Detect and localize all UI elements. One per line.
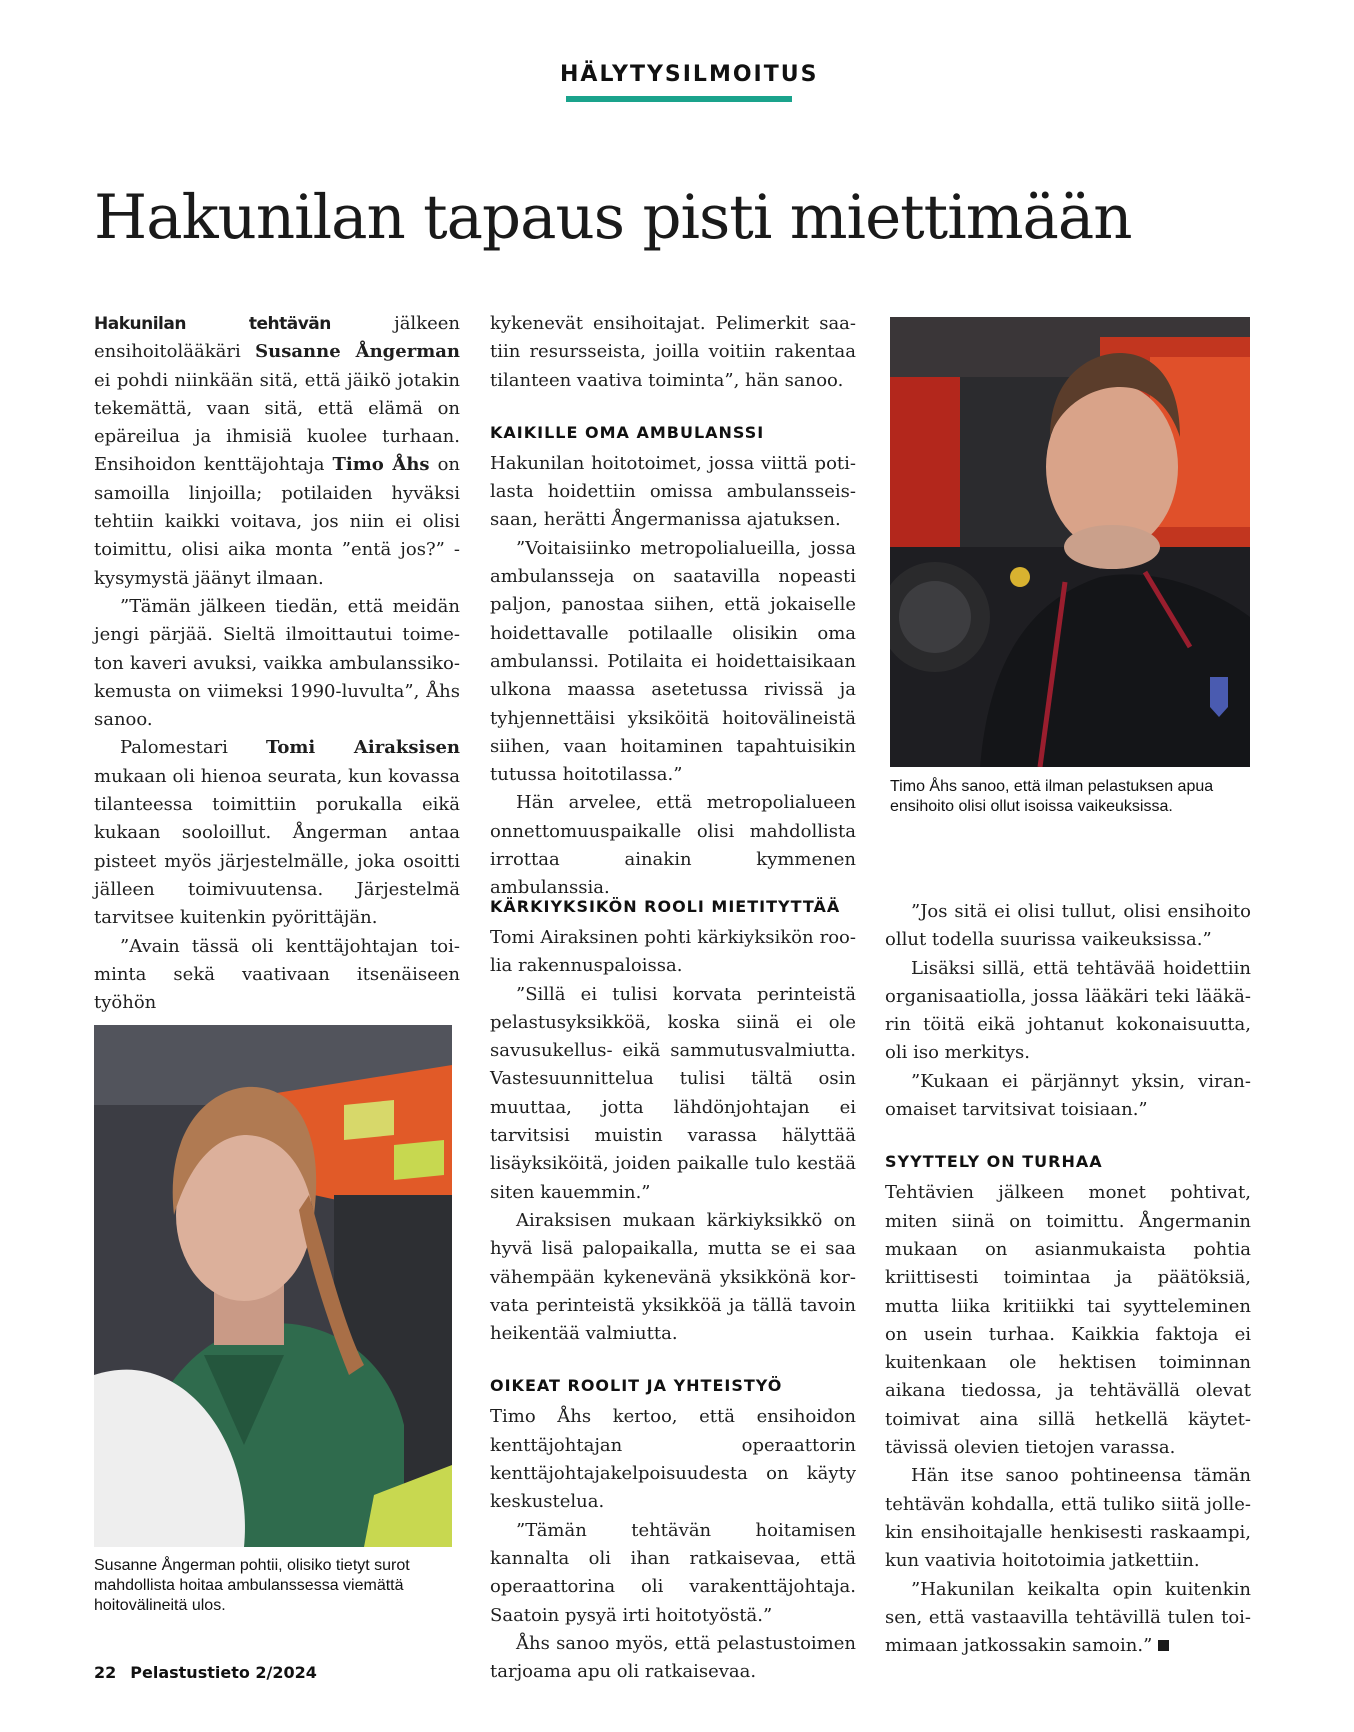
text-run: ”Hakunilan keikalta opin kuitenkin sen, että vastaavilla tehtävillä tulen toimimaan jatkossakin samoin.” [885, 1578, 1251, 1657]
page-number: 22 [94, 1663, 117, 1682]
paragraph [94, 310, 460, 593]
article-column-2-top [490, 310, 856, 903]
paragraph: ”Kukaan ei pärjännyt yksin, viranomaiset tarvitsivat toisiaan.” [885, 1070, 1251, 1121]
text-run: ei pohdi niinkään sitä, että jäikö jotakin tekemättä, vaan sitä, että elämä on epäreilua ja ihmisiä kuolee turhaan. Ensihoidon kenttäjohtaja [94, 369, 460, 476]
photo-timo-ahs [890, 317, 1250, 767]
photo-caption-susanne: Susanne Ångerman pohtii, olisiko tietyt surot mahdollista hoitaa ambulanssessa viemättä hoitovälineitä ulos. [94, 1557, 410, 1614]
text-run: mukaan oli hienoa seurata, kun kovassa tilanteessa toimittiin porukalla eikä kukaan sooloillut. Ångerman antaa pisteet myös järjestelmälle, joka osoitti jälleen toimivuutensa. Järjestelmä tarvitsee kuitenkin pyörittäjän. [94, 765, 460, 929]
paragraph [94, 734, 460, 932]
page-footer [94, 1663, 317, 1682]
article-column-3 [885, 898, 1251, 1660]
paragraph: ”Jos sitä ei olisi tullut, olisi ensihoito ollut todella suurissa vaikeuksissa.” [885, 901, 1251, 951]
subheading: KAIKILLE OMA AMBULANSSI [490, 422, 765, 442]
paragraph [885, 1576, 1251, 1661]
text-run: Palomestari [120, 737, 267, 759]
publication-name: Pelastustieto 2/2024 [130, 1663, 317, 1682]
person-name: Susanne Ångerman [255, 341, 460, 363]
section-label: HÄLYTYSILMOITUS [560, 62, 819, 87]
section-accent-rule [566, 96, 792, 102]
end-mark-icon [1158, 1640, 1169, 1651]
text-run: jälkeen ensihoitolääkäri [94, 313, 460, 363]
person-name: Tomi Airaksisen [266, 737, 460, 759]
paragraph: ”Avain tässä oli kenttäjohtajan toiminta sekä vaativaan itsenäiseen työhön [94, 935, 460, 1014]
paragraph: Hakunilan hoitotoimet, jossa viittä potilasta hoidettiin omissa ambulansseissaan, herätti Ångermanissa ajatuksen. [490, 452, 856, 531]
paragraph: ”Tämän jälkeen tiedän, että meidän jengi pärjää. Sieltä ilmoittautui toimeton kaveri avuksi, vaikka ambulanssikokemusta on viimeksi 1990-luvulta”, Åhs sanoo. [94, 595, 460, 731]
paragraph: ”Sillä ei tulisi korvata perinteistä pelastusyksikköä, koska siinä ei ole savusukellus- eikä sammutusvalmiutta. Vastesuunnittelua tulisi tältä osin muuttaa, jotta lähdönjohtajan ei tarvitsisi muistin varassa hälyttää lisäyksiköitä, joiden paikalle tulo kestää siten kauemmin.” [490, 983, 856, 1203]
subheading: KÄRKIYKSIKÖN ROOLI MIETITYTTÄÄ [490, 897, 841, 916]
lead-in: Hakunilan tehtävän [94, 314, 331, 334]
portrait-illustration [94, 1025, 452, 1547]
text-run: on samoilla linjoilla; potilaiden hyväksi tehtiin kaikki voitava, jos niin ei olisi toimittu, olisi aika monta ”entä jos?” -kysymystä jäänyt ilmaan. [94, 454, 460, 589]
subheading: OIKEAT ROOLIT JA YHTEISTYÖ [490, 1376, 783, 1396]
paragraph: Åhs sanoo myös, että pelastustoimen tarjoama apu oli ratkaisevaa. [490, 1632, 856, 1683]
headline: Hakunilan tapaus pisti miettimään [94, 182, 1132, 253]
paragraph: kykenevät ensihoitajat. Pelimerkit saatiin resursseista, joilla voitiin rakentaa tilanteen vaativa toiminta”, hän sanoo. [490, 313, 856, 391]
paragraph: Tehtävien jälkeen monet pohtivat, miten siinä on toimittu. Ångermanin mukaan on asianmukaista pohtia kriittisesti toimintaa ja päätöksiä, mutta liika kritiikki tai syytteleminen on usein turhaa. Kaikkia faktoja ei kuitenkaan ole hektisen toiminnan aikana tiedossa, ja tehtävällä olevat toimivat aina sillä hetkellä käytettävissä olevien tietojen varassa. [885, 1182, 1251, 1459]
subheading: SYYTTELY ON TURHAA [885, 1152, 1103, 1172]
paragraph: Timo Åhs kertoo, että ensihoidon kenttäjohtajan operaattorin kenttäjohtajakelpoisuudesta on käyty keskustelua. [490, 1406, 856, 1513]
paragraph: Airaksisen mukaan kärkiyksikkö on hyvä lisä palopaikalla, mutta se ei saa vähempään kykenevänä yksikkönä korvata perinteistä yksikköä ja tällä tavoin heikentää valmiutta. [490, 1209, 856, 1345]
portrait-illustration [890, 317, 1250, 767]
paragraph: ”Tämän tehtävän hoitamisen kannalta oli ihan ratkaisevaa, että operaattorina oli varakenttäjohtaja. Saatoin pysyä irti hoitotyöstä.” [490, 1519, 856, 1626]
photo-susanne-angerman [94, 1025, 452, 1547]
paragraph: Hän itse sanoo pohtineensa tämän tehtävän kohdalla, että tuliko siitä jollekin ensihoitajalle henkisesti raskaampi, kun vaativia hoitotoimia jatkettiin. [885, 1465, 1251, 1572]
article-column-2-bottom [490, 896, 856, 1686]
paragraph: ”Voitaisiinko metropolialueilla, jossa ambulansseja on saatavilla nopeasti paljon, panostaa siihen, että jokaiselle hoidettavalle potilaalle olisikin oma ambulanssi. Potilaita ei hoidettaisikaan ulkona maassa asetetussa rivissä ja tyhjennettäisi yksiköitä hoitovälineistä siihen, vaan hoitaminen tapahtuisikin tutussa hoitotilassa.” [490, 537, 856, 786]
paragraph: Tomi Airaksinen pohti kärkiyksikön roolia rakennuspaloissa. [490, 927, 856, 977]
photo-caption-timo: Timo Åhs sanoo, että ilman pelastuksen apua ensihoito olisi ollut isoissa vaikeuksissa. [890, 778, 1214, 815]
article-column-1 [94, 310, 460, 1017]
person-name: Timo Åhs [332, 454, 430, 476]
paragraph: Hän arvelee, että metropolialueen onnettomuuspaikalle olisi mahdollista irrottaa ainakin kymmenen ambulanssia. [490, 792, 856, 899]
paragraph: Lisäksi sillä, että tehtävää hoidettiin organisaatiolla, jossa lääkäri teki lääkärin töitä eikä johtanut kokonaisuutta, oli iso merkitys. [885, 957, 1251, 1064]
